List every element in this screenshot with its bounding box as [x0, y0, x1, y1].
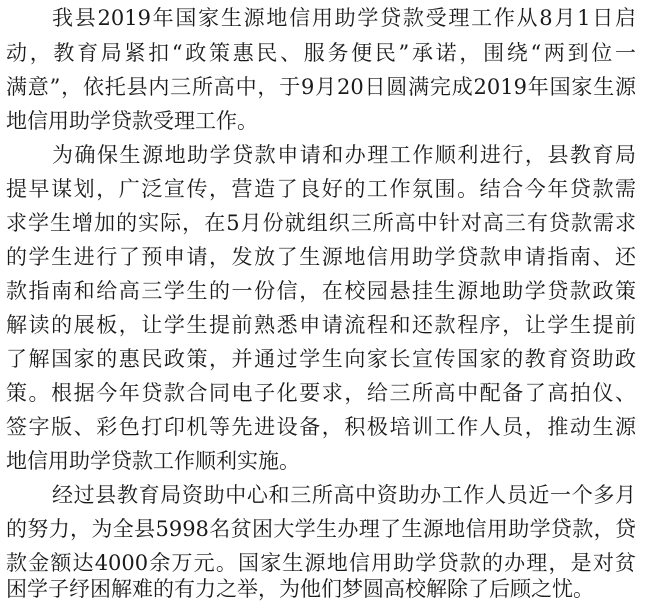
paragraph-3-line-2: 的努力，为全县5998名贫困大学生办理了生源地信用助学贷款，贷	[6, 517, 636, 541]
paragraph-1-line-4: 地信用助学贷款受理工作。	[6, 109, 258, 133]
paragraph-2-line-2: 提早谋划，广泛宣传，营造了良好的工作氛围。结合今年贷款需	[6, 177, 636, 201]
paragraph-2-line-8: 策。根据今年贷款合同电子化要求，给三所高中配备了高拍仪、	[6, 381, 636, 405]
paragraph-2-line-1: 为确保生源地助学贷款申请和办理工作顺利进行，县教育局	[52, 143, 636, 167]
paragraph-2-line-6: 解读的展板，让学生提前熟悉申请流程和还款程序，让学生提前	[6, 313, 636, 337]
paragraph-1-line-3: 满意”，依托县内三所高中，于9月20日圆满完成2019年国家生源	[6, 75, 636, 99]
paragraph-1-line-1: 我县2019年国家生源地信用助学贷款受理工作从8月1日启	[52, 6, 636, 30]
paragraph-2-line-9: 签字版、彩色打印机等先进设备，积极培训工作人员，推动生源	[6, 415, 636, 439]
paragraph-2-line-4: 的学生进行了预申请，发放了生源地信用助学贷款申请指南、还	[6, 245, 636, 269]
paragraph-2-line-5: 款指南和给高三学生的一份信，在校园悬挂生源地助学贷款政策	[6, 279, 636, 303]
paragraph-3-line-4: 困学子纾困解难的有力之举，为他们梦圆高校解除了后顾之忧。	[6, 577, 594, 601]
paragraph-1-line-2: 动，教育局紧扣“政策惠民、服务便民”承诺，围绕“两到位一	[6, 41, 636, 65]
paragraph-2-line-10: 地信用助学贷款工作顺利实施。	[6, 449, 300, 473]
paragraph-3-line-3: 款金额达4000余万元。国家生源地信用助学贷款的办理，是对贫	[6, 551, 636, 575]
paragraph-3-line-1: 经过县教育局资助中心和三所高中资助办工作人员近一个多月	[52, 483, 636, 507]
paragraph-2-line-7: 了解国家的惠民政策，并通过学生向家长宣传国家的教育资助政	[6, 347, 636, 371]
paragraph-2-line-3: 求学生增加的实际，在5月份就组织三所高中针对高三有贷款需求	[6, 211, 636, 235]
